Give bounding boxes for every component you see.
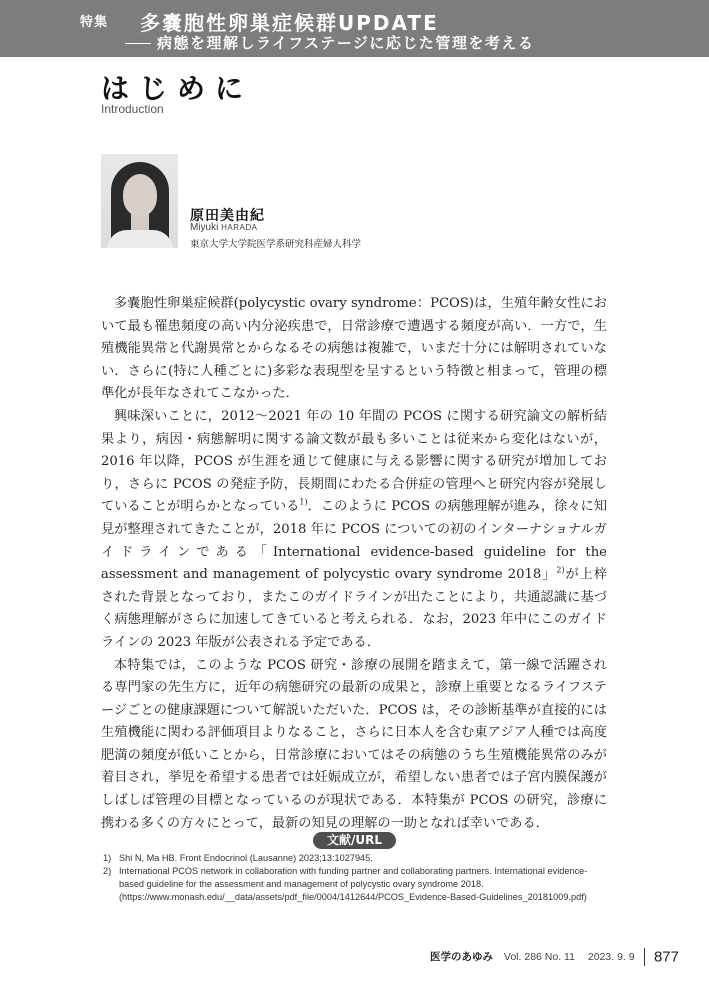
feature-header-band (0, 0, 709, 57)
paragraph-2-part-a: 興味深いことに，2012〜2021 年の 10 年間の PCOS に関する研究論文の解析結果より，病因・病態解明に関する論文数が最も多いことは従来から変化はないが，2016 年以降，PCOS が生涯を通じて健康に与える影響に関する研究が増加しており，さらに PCOS の発症予防，長期間にわたる合併症の管理へと研究内容が発展していることが明らかとなっている (101, 408, 607, 515)
reference-number: 1) (103, 853, 112, 863)
reference-text[interactable]: International PCOS network in collaboration with funding partner and collaborating partners. International evidence-based guideline for the assessment and management of polycystic ovary syndrome 2018. (https://www.monash.edu/__data/assets/pdf_file/0004/1412644/PCOS_Evidence-Based-Guidelines_20181009.pdf) (119, 866, 588, 902)
page-number: 877 (653, 948, 679, 966)
journal-name: 医学のあゆみ (430, 950, 493, 963)
reference-item (101, 865, 609, 904)
author-photo (101, 154, 178, 248)
author-affiliation: 東京大学大学院医学系研究科産婦人科学 (190, 239, 362, 250)
article-subtitle: Introduction (101, 102, 164, 116)
reference-text: Shi N, Ma HB. Front Endocrinol (Lausanne) 2023;13:1027945. (119, 853, 373, 863)
reference-item (101, 852, 609, 865)
author-name-roman (190, 222, 257, 233)
paragraph-3: 本特集では，このような PCOS 研究・診療の展開を踏まえて，第一線で活躍される専門家の先生方に，近年の病態研究の最新の成果と，診療上重要となるライフステージごとの健康課題について解説いただいた．PCOS は，その診断基準が直接的には生殖機能に関わる評価項目よりなること，さらに日本人を含む東アジア人種では高度肥満の頻度が低いことから，日常診療においてはその病態のうち生殖機能異常のみが着目され，挙児を希望する患者では妊娠成立が，希望しない患者では子宮内膜保護がしばしば管理の目標となっているのが現状である．本特集が PCOS の研究，診療に携わる多くの方々にとって，最新の知見の理解の一助となれば幸いである． (101, 657, 607, 831)
journal-volume: Vol. 286 No. 11 (503, 950, 575, 963)
citation-1[interactable]: 1) (299, 497, 308, 507)
photo-face (123, 174, 157, 216)
article-title: はじめに (101, 72, 254, 105)
paragraph-1: 多嚢胞性卵巣症候群(polycystic ovary syndrome：PCOS)は，生殖年齢女性において最も罹患頻度の高い内分泌疾患で，日常診療で遭遇する頻度が高い．一方で，生殖機能異常と代謝異常とからなるその病態は複雑で，いまだ十分には解明されていない．さらに(特に人種ごとに)多彩な表現型を呈するという特徴と相まって，管理の標準化が長年なされてこなかった． (101, 296, 607, 402)
feature-subtitle-text: 病態を理解しライフステージに応じた管理を考える (157, 34, 535, 52)
author-name: 原田美由紀 (190, 208, 265, 224)
paragraph-2 (101, 406, 607, 655)
reference-number: 2) (103, 866, 112, 876)
references-list (101, 852, 609, 904)
citation-2[interactable]: 2) (556, 565, 565, 575)
article-body (101, 293, 607, 835)
author-given-name: Miyuki (190, 222, 222, 233)
paragraph-2-part-b: ．このように PCOS の病態理解が進み，徐々に知見が整理されてきたことが，2018 年に PCOS についての初のインターナショナルガイドラインである「International evidence-based guideline for the assessment and management of polycystic ovary syndrome 2018」 (101, 499, 608, 583)
feature-subtitle (125, 32, 534, 53)
feature-label: 特集 (80, 15, 109, 30)
issue-date: 2023. 9. 9 (587, 950, 635, 963)
references-heading: 文献/URL (313, 832, 396, 849)
author-family-name: HARADA (221, 223, 258, 232)
paragraph-2-part-c: が上梓された背景となっており，またこのガイドラインが出たことにより，共通認識に基づく病態理解がさらに加速してきていると考えられる．なお，2023 年中にこのガイドラインの 2023 年版が公表される予定である． (101, 567, 608, 650)
em-dash-rule (125, 43, 151, 45)
footer-divider (644, 948, 646, 966)
feature-title: 多嚢胞性卵巣症候群UPDATE (140, 11, 439, 35)
photo-shoulders (107, 230, 173, 248)
page-footer (430, 948, 679, 966)
